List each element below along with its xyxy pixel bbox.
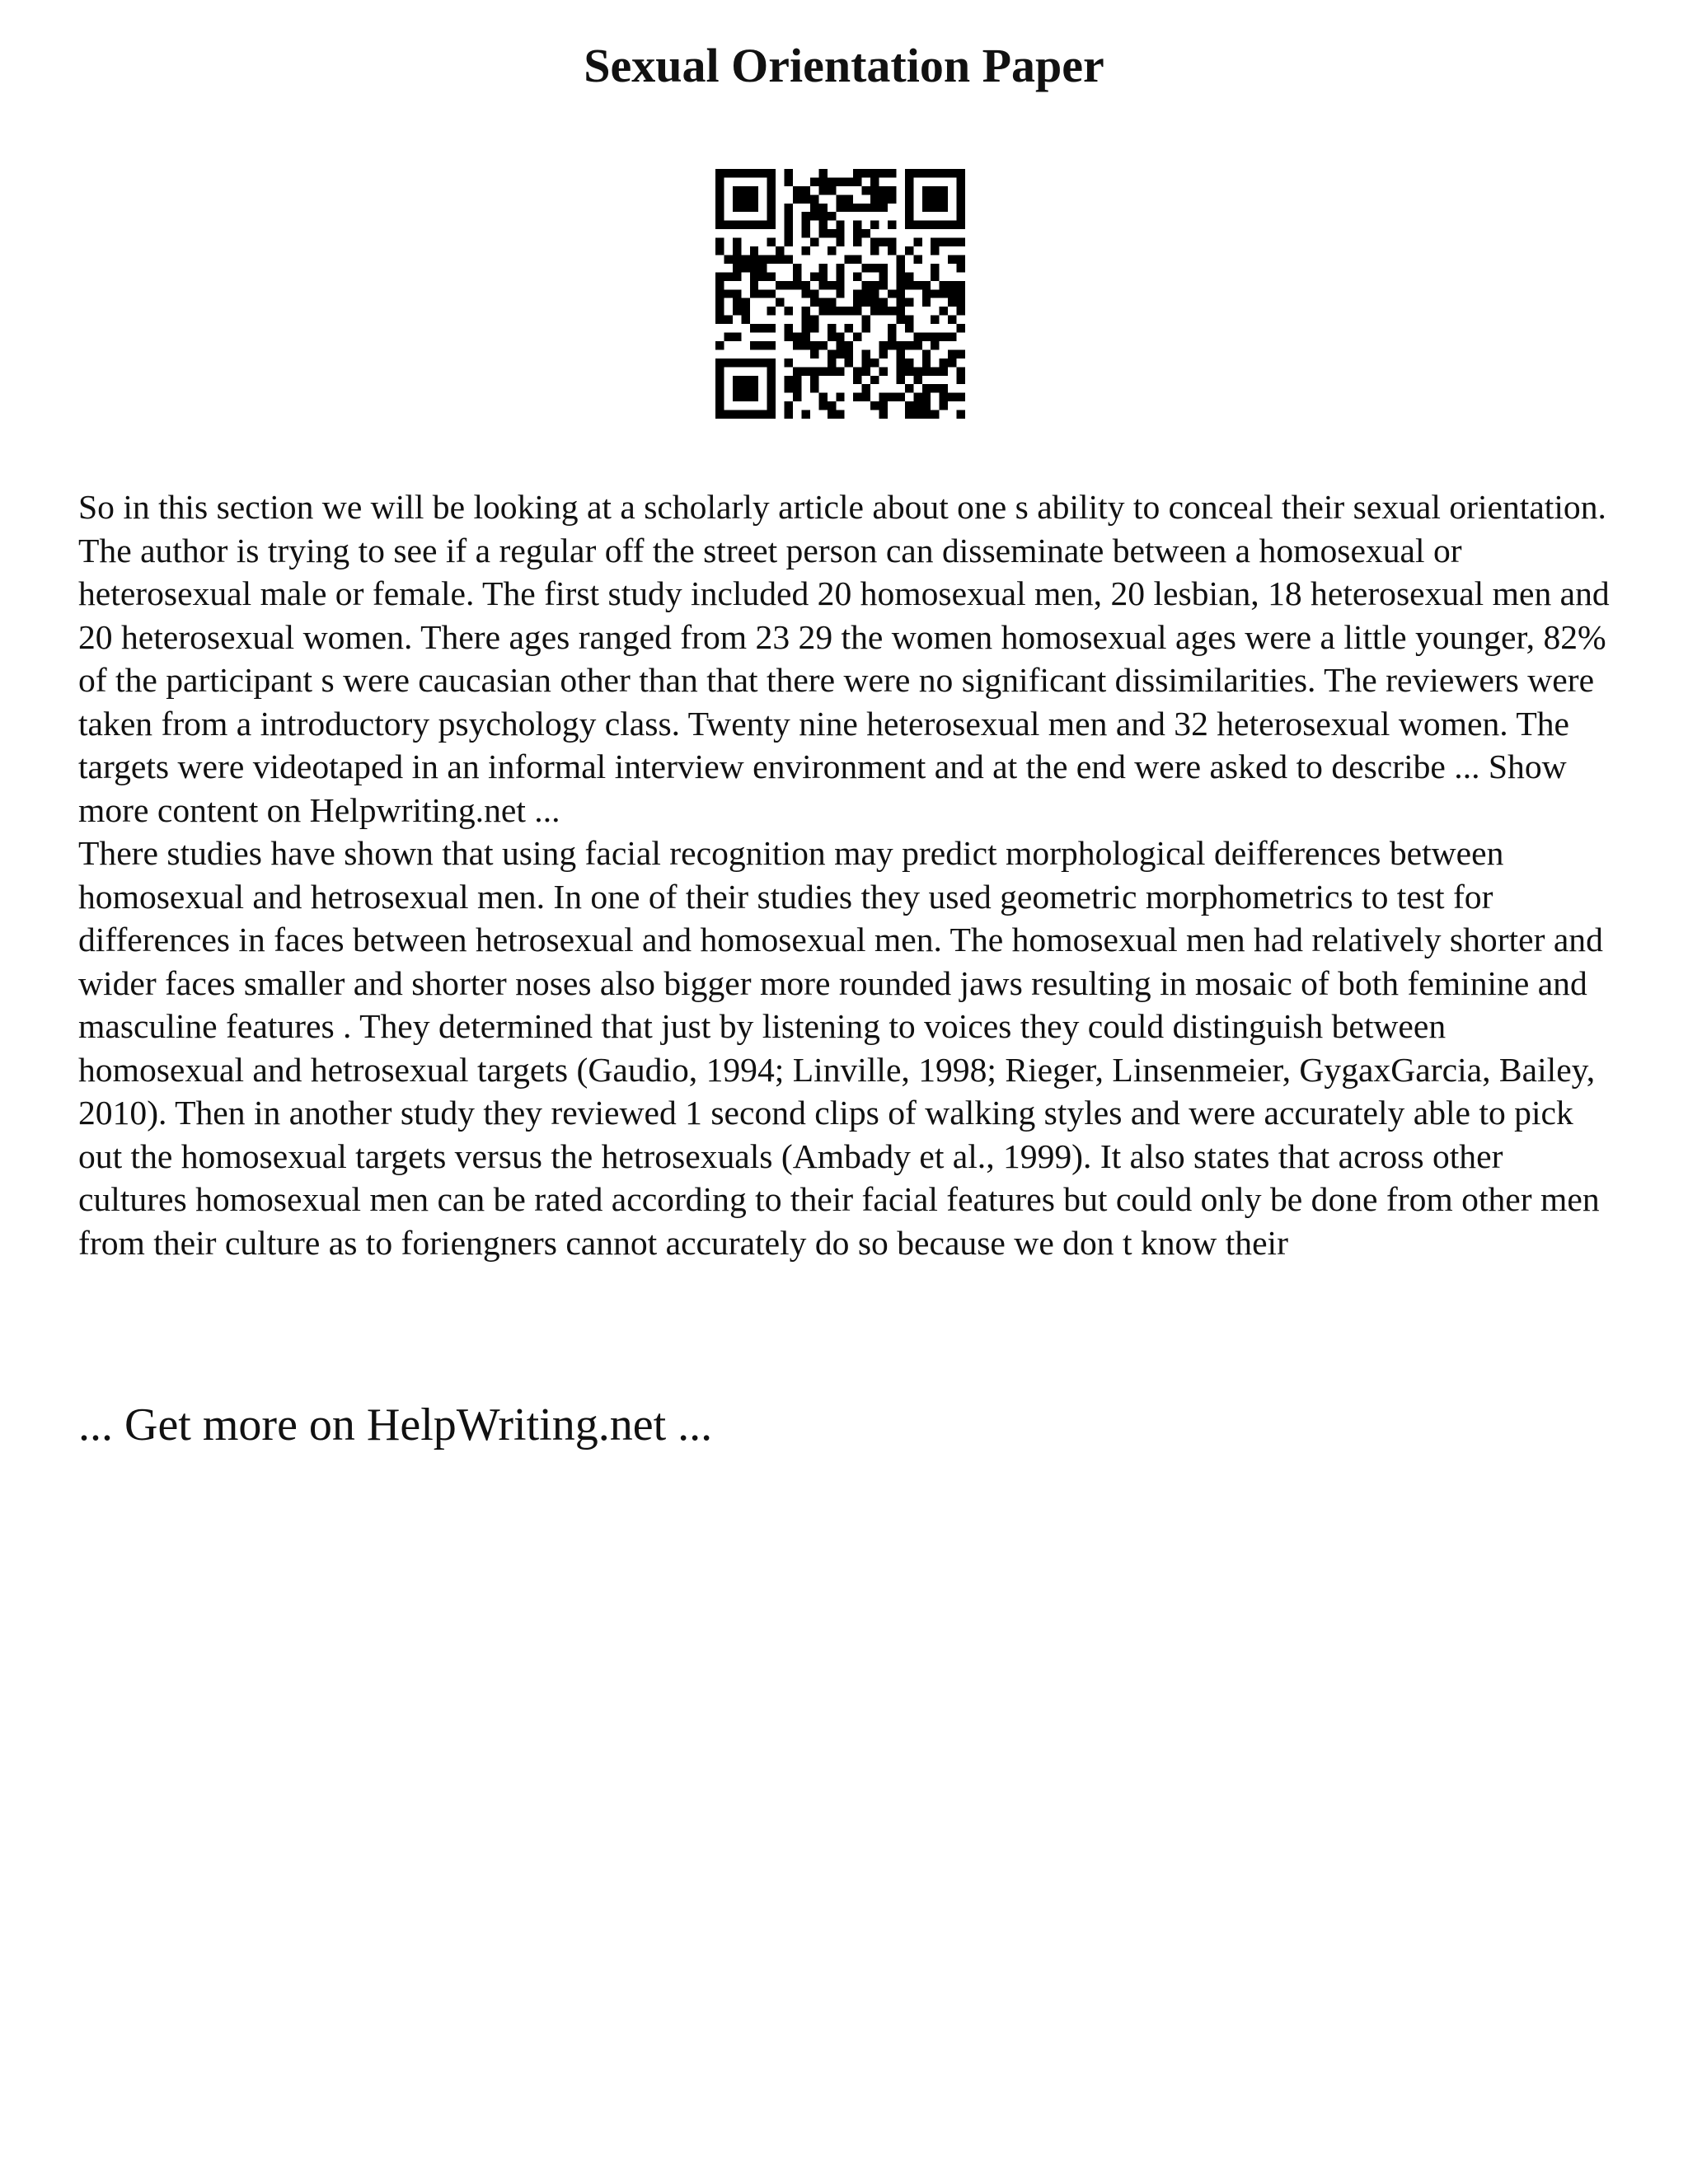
paragraph-1: So in this section we will be looking at a scholarly article about one s ability to conceal their sexual orientation. The author is trying to see if a regular off the street person can disseminate between a homosexual or heterosexual male or female. The first study included 20 homosexual men, 20 lesbian, 18 heterosexual men and 20 heterosexual women. There ages ranged from 23 29 the women homosexual ages were a little younger, 82% of the participant s were caucasian other than that there were no significant dissimilarities. The reviewers were taken from a introductory psychology class. Twenty nine heterosexual men and 32 heterosexual women. The targets were videotaped in an informal interview environment and at the end were asked to describe ... Show more content on Helpwriting.net ... [78, 488, 1610, 829]
page-title: Sexual Orientation Paper [584, 39, 1104, 92]
qr-code-icon [715, 169, 965, 419]
get-more-link[interactable]: ... Get more on HelpWriting.net ... [78, 1399, 713, 1451]
article-body [78, 485, 1620, 1264]
paragraph-2: There studies have shown that using facial recognition may predict morphological deifferences between homosexual and hetrosexual men. In one of their studies they used geometric morphometrics to test for differences in faces between hetrosexual and homosexual men. The homosexual men had relatively shorter and wider faces smaller and shorter noses also bigger more rounded jaws resulting in mosaic of both feminine and masculine features . They determined that just by listening to voices they could distinguish between homosexual and hetrosexual targets (Gaudio, 1994; Linville, 1998; Rieger, Linsenmeier, GygaxGarcia, Bailey, 2010). Then in another study they reviewed 1 second clips of walking styles and were accurately able to pick out the homosexual targets versus the hetrosexuals (Ambady et al., 1999). It also states that across other cultures homosexual men can be rated according to their facial features but could only be done from other men from their culture as to foriengners cannot accurately do so because we don t know their [78, 834, 1603, 1262]
